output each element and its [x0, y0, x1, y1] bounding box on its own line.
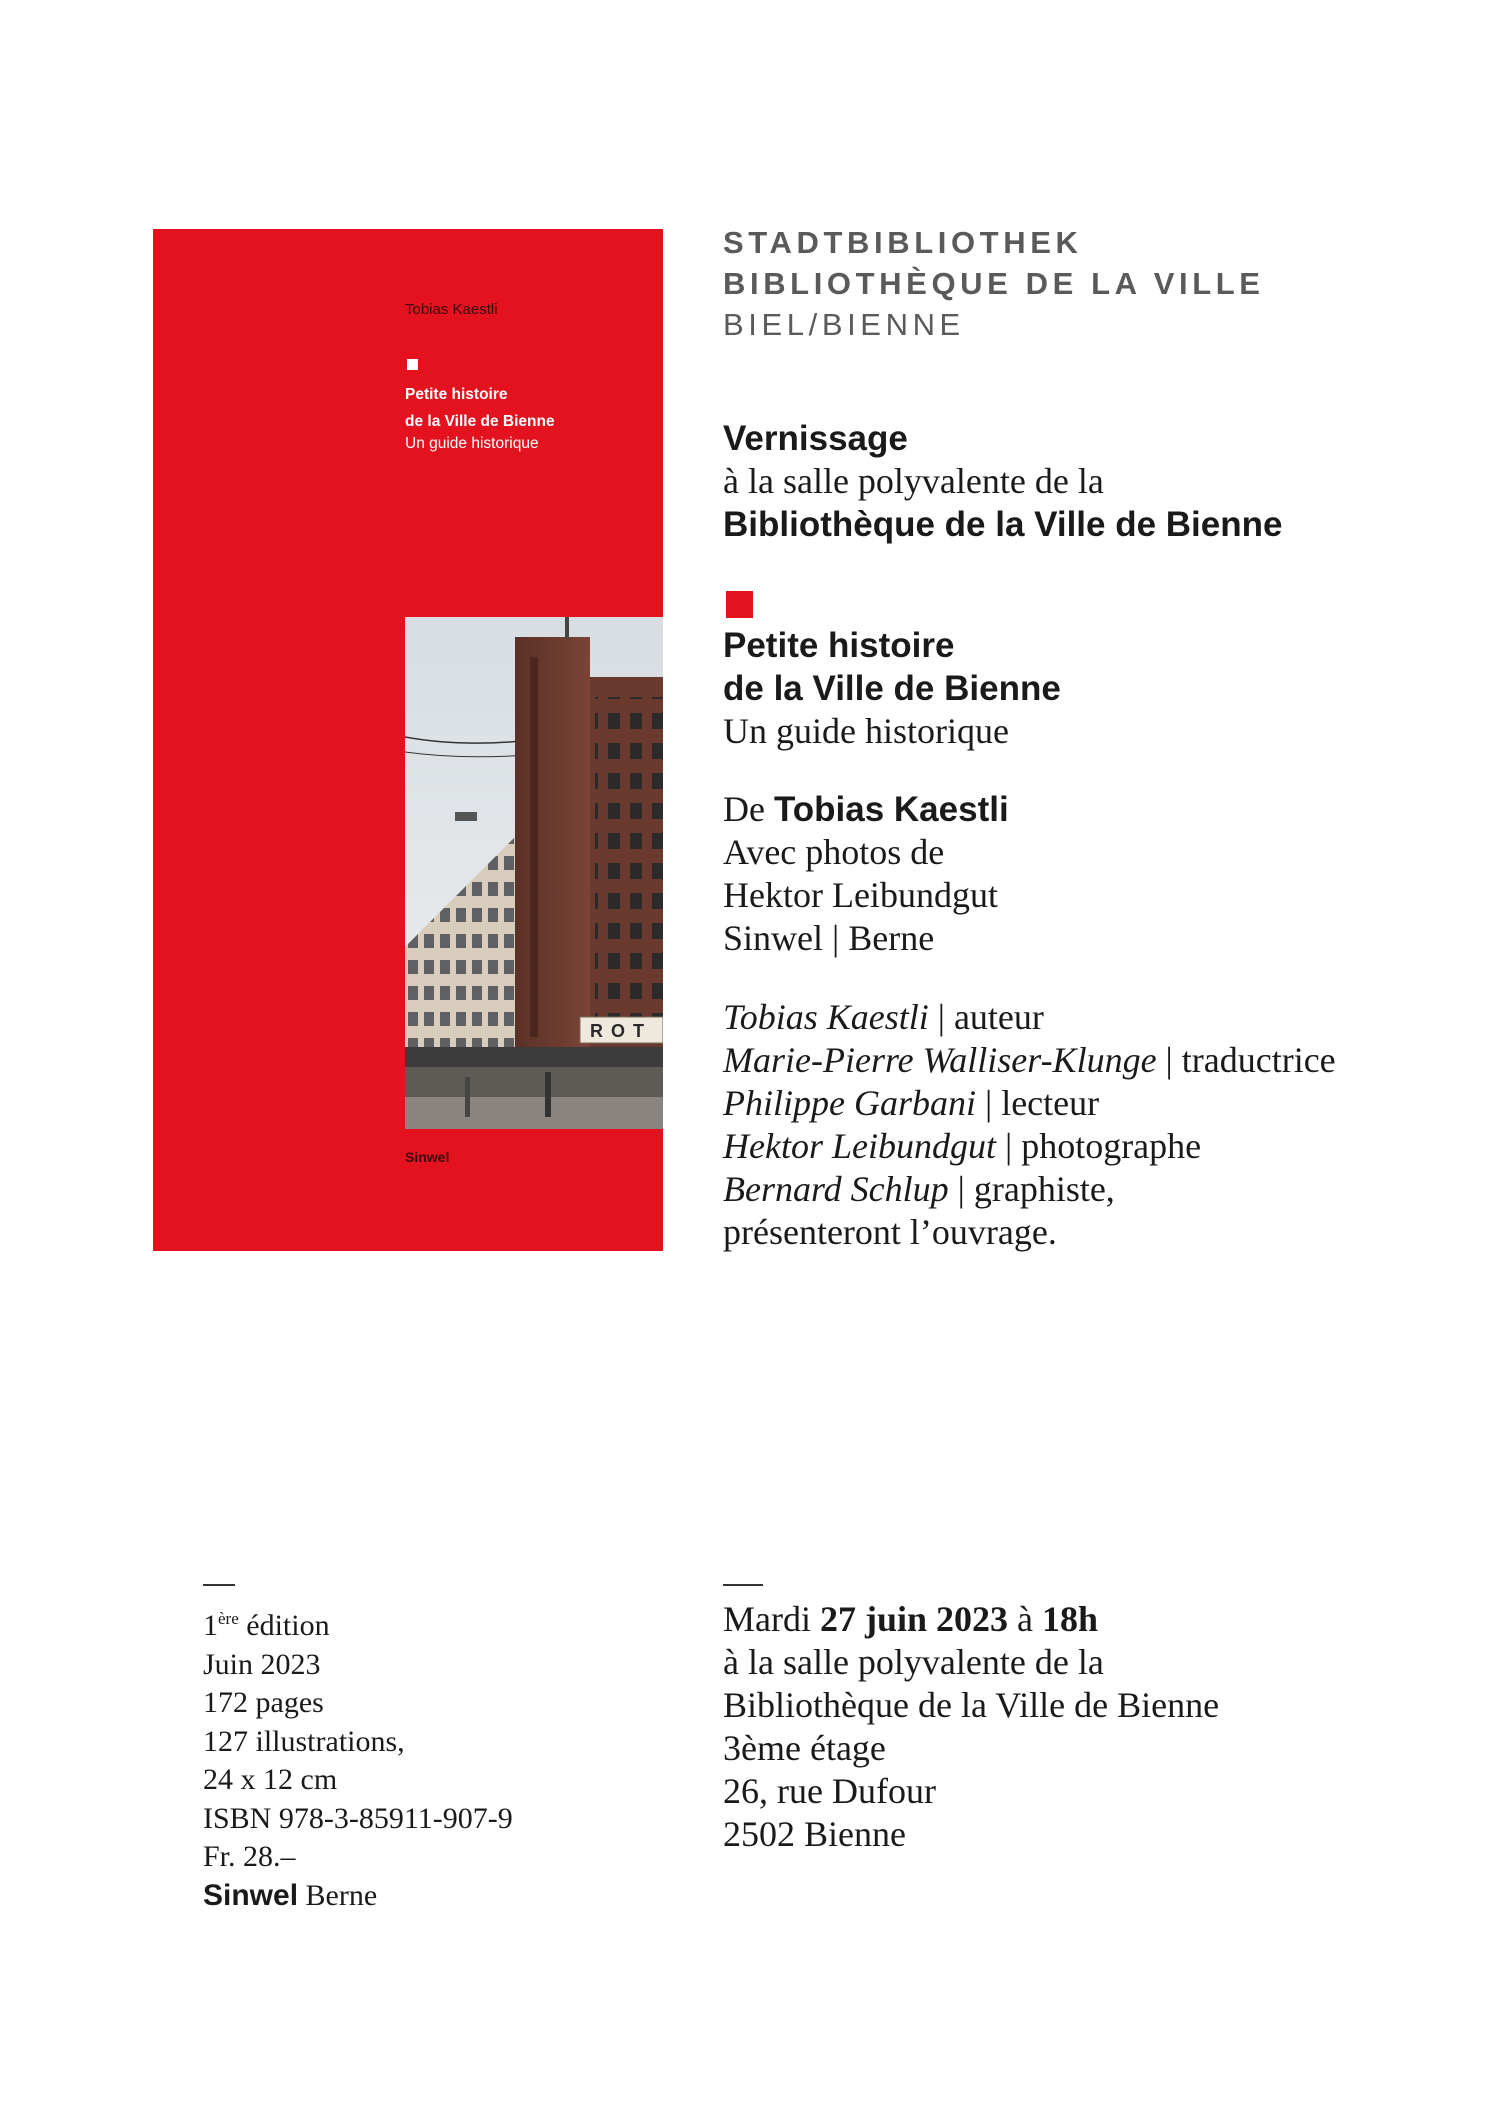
cover-subtitle: Un guide historique: [405, 435, 539, 452]
book-title-line1: Petite histoire: [723, 626, 955, 665]
cover-title-line2: de la Ville de Bienne: [405, 413, 555, 430]
spec-publisher-city: Berne: [298, 1878, 378, 1912]
building-photo-image: [405, 617, 663, 1129]
library-header: [723, 222, 1265, 345]
spec-edition: [203, 1600, 513, 1646]
credits-author-line: [723, 788, 1009, 831]
presenter-row: [723, 1039, 1336, 1082]
credits-publisher: Sinwel | Berne: [723, 918, 935, 958]
spec-publisher-name: Sinwel: [203, 1878, 299, 1912]
cover-author: Tobias Kaestli: [405, 301, 498, 318]
credits-author: Tobias Kaestli: [773, 790, 1009, 829]
event-date: 27 juin 2023: [819, 1599, 1009, 1639]
event-datetime: [723, 1598, 1219, 1641]
presenter-role: | auteur: [928, 997, 1044, 1037]
cover-title: [405, 381, 555, 435]
spec-size: 24 x 12 cm: [203, 1763, 338, 1796]
presenter-name: Hektor Leibundgut: [723, 1126, 996, 1166]
presenter-role: | lecteur: [975, 1083, 1100, 1123]
event-city: 2502 Bienne: [723, 1814, 906, 1854]
cover-photo: [405, 617, 663, 1129]
library-city: BIEL/BIENNE: [723, 307, 965, 342]
red-square-icon: [726, 591, 753, 618]
spec-isbn: ISBN 978-3-85911-907-9: [203, 1801, 513, 1835]
specs-divider: [203, 1584, 235, 1586]
spec-price: Fr. 28.–: [203, 1840, 296, 1873]
vernissage-block: [723, 417, 1282, 546]
spec-publisher: [203, 1877, 513, 1916]
presenter-role: | photographe: [995, 1126, 1202, 1166]
presenter-name: Marie-Pierre Walliser-Klunge: [723, 1040, 1157, 1080]
presenter-row: [723, 996, 1336, 1039]
credits-block: [723, 788, 1009, 960]
book-cover: [153, 229, 663, 1251]
credits-by-prefix: De: [723, 789, 774, 829]
presenter-name: Tobias Kaestli: [723, 997, 929, 1037]
event-day: Mardi: [723, 1599, 820, 1639]
vernissage-heading: Vernissage: [723, 419, 908, 458]
book-subtitle: Un guide historique: [723, 711, 1009, 751]
spec-pages: 172 pages: [203, 1686, 324, 1719]
event-library: Bibliothèque de la Ville de Bienne: [723, 1685, 1220, 1725]
presenter-row: [723, 1168, 1336, 1211]
presenter-row: [723, 1082, 1336, 1125]
edition-word: édition: [238, 1609, 330, 1642]
cover-title-line1: Petite histoire: [405, 386, 508, 403]
presenter-row: [723, 1125, 1336, 1168]
event-floor: 3ème étage: [723, 1728, 886, 1768]
presenter-name: Philippe Garbani: [723, 1083, 976, 1123]
edition-number: 1: [203, 1609, 218, 1642]
presenter-role: | traductrice: [1156, 1040, 1336, 1080]
event-street: 26, rue Dufour: [723, 1771, 936, 1811]
event-time: 18h: [1042, 1599, 1099, 1639]
book-title-block: [723, 624, 1061, 753]
vernissage-library: Bibliothèque de la Ville de Bienne: [723, 505, 1283, 544]
edition-sup: ère: [218, 1609, 239, 1628]
presenter-role: | graphiste,: [948, 1169, 1115, 1209]
credits-photos-line2: Hektor Leibundgut: [723, 875, 998, 915]
presenters-closing: présenteront l’ouvrage.: [723, 1212, 1057, 1252]
event-divider: [723, 1584, 763, 1586]
presenter-name: Bernard Schlup: [723, 1169, 949, 1209]
cover-square-icon: [407, 359, 418, 370]
spec-illustrations: 127 illustrations,: [203, 1724, 405, 1758]
book-title-line2: de la Ville de Bienne: [723, 669, 1061, 708]
event-at: à: [1008, 1599, 1043, 1639]
photo-sign: ROT: [590, 1021, 652, 1041]
credits-photos-line1: Avec photos de: [723, 832, 945, 872]
library-name-fr: BIBLIOTHÈQUE DE LA VILLE: [723, 266, 1265, 301]
event-details: [723, 1598, 1219, 1856]
presenters-block: [723, 996, 1336, 1254]
library-name-de: STADTBIBLIOTHEK: [723, 225, 1083, 260]
cover-publisher: Sinwel: [405, 1149, 450, 1165]
vernissage-venue: à la salle polyvalente de la: [723, 461, 1104, 501]
spec-date: Juin 2023: [203, 1647, 321, 1681]
book-specs: [203, 1600, 513, 1915]
event-venue: à la salle polyvalente de la: [723, 1642, 1104, 1682]
